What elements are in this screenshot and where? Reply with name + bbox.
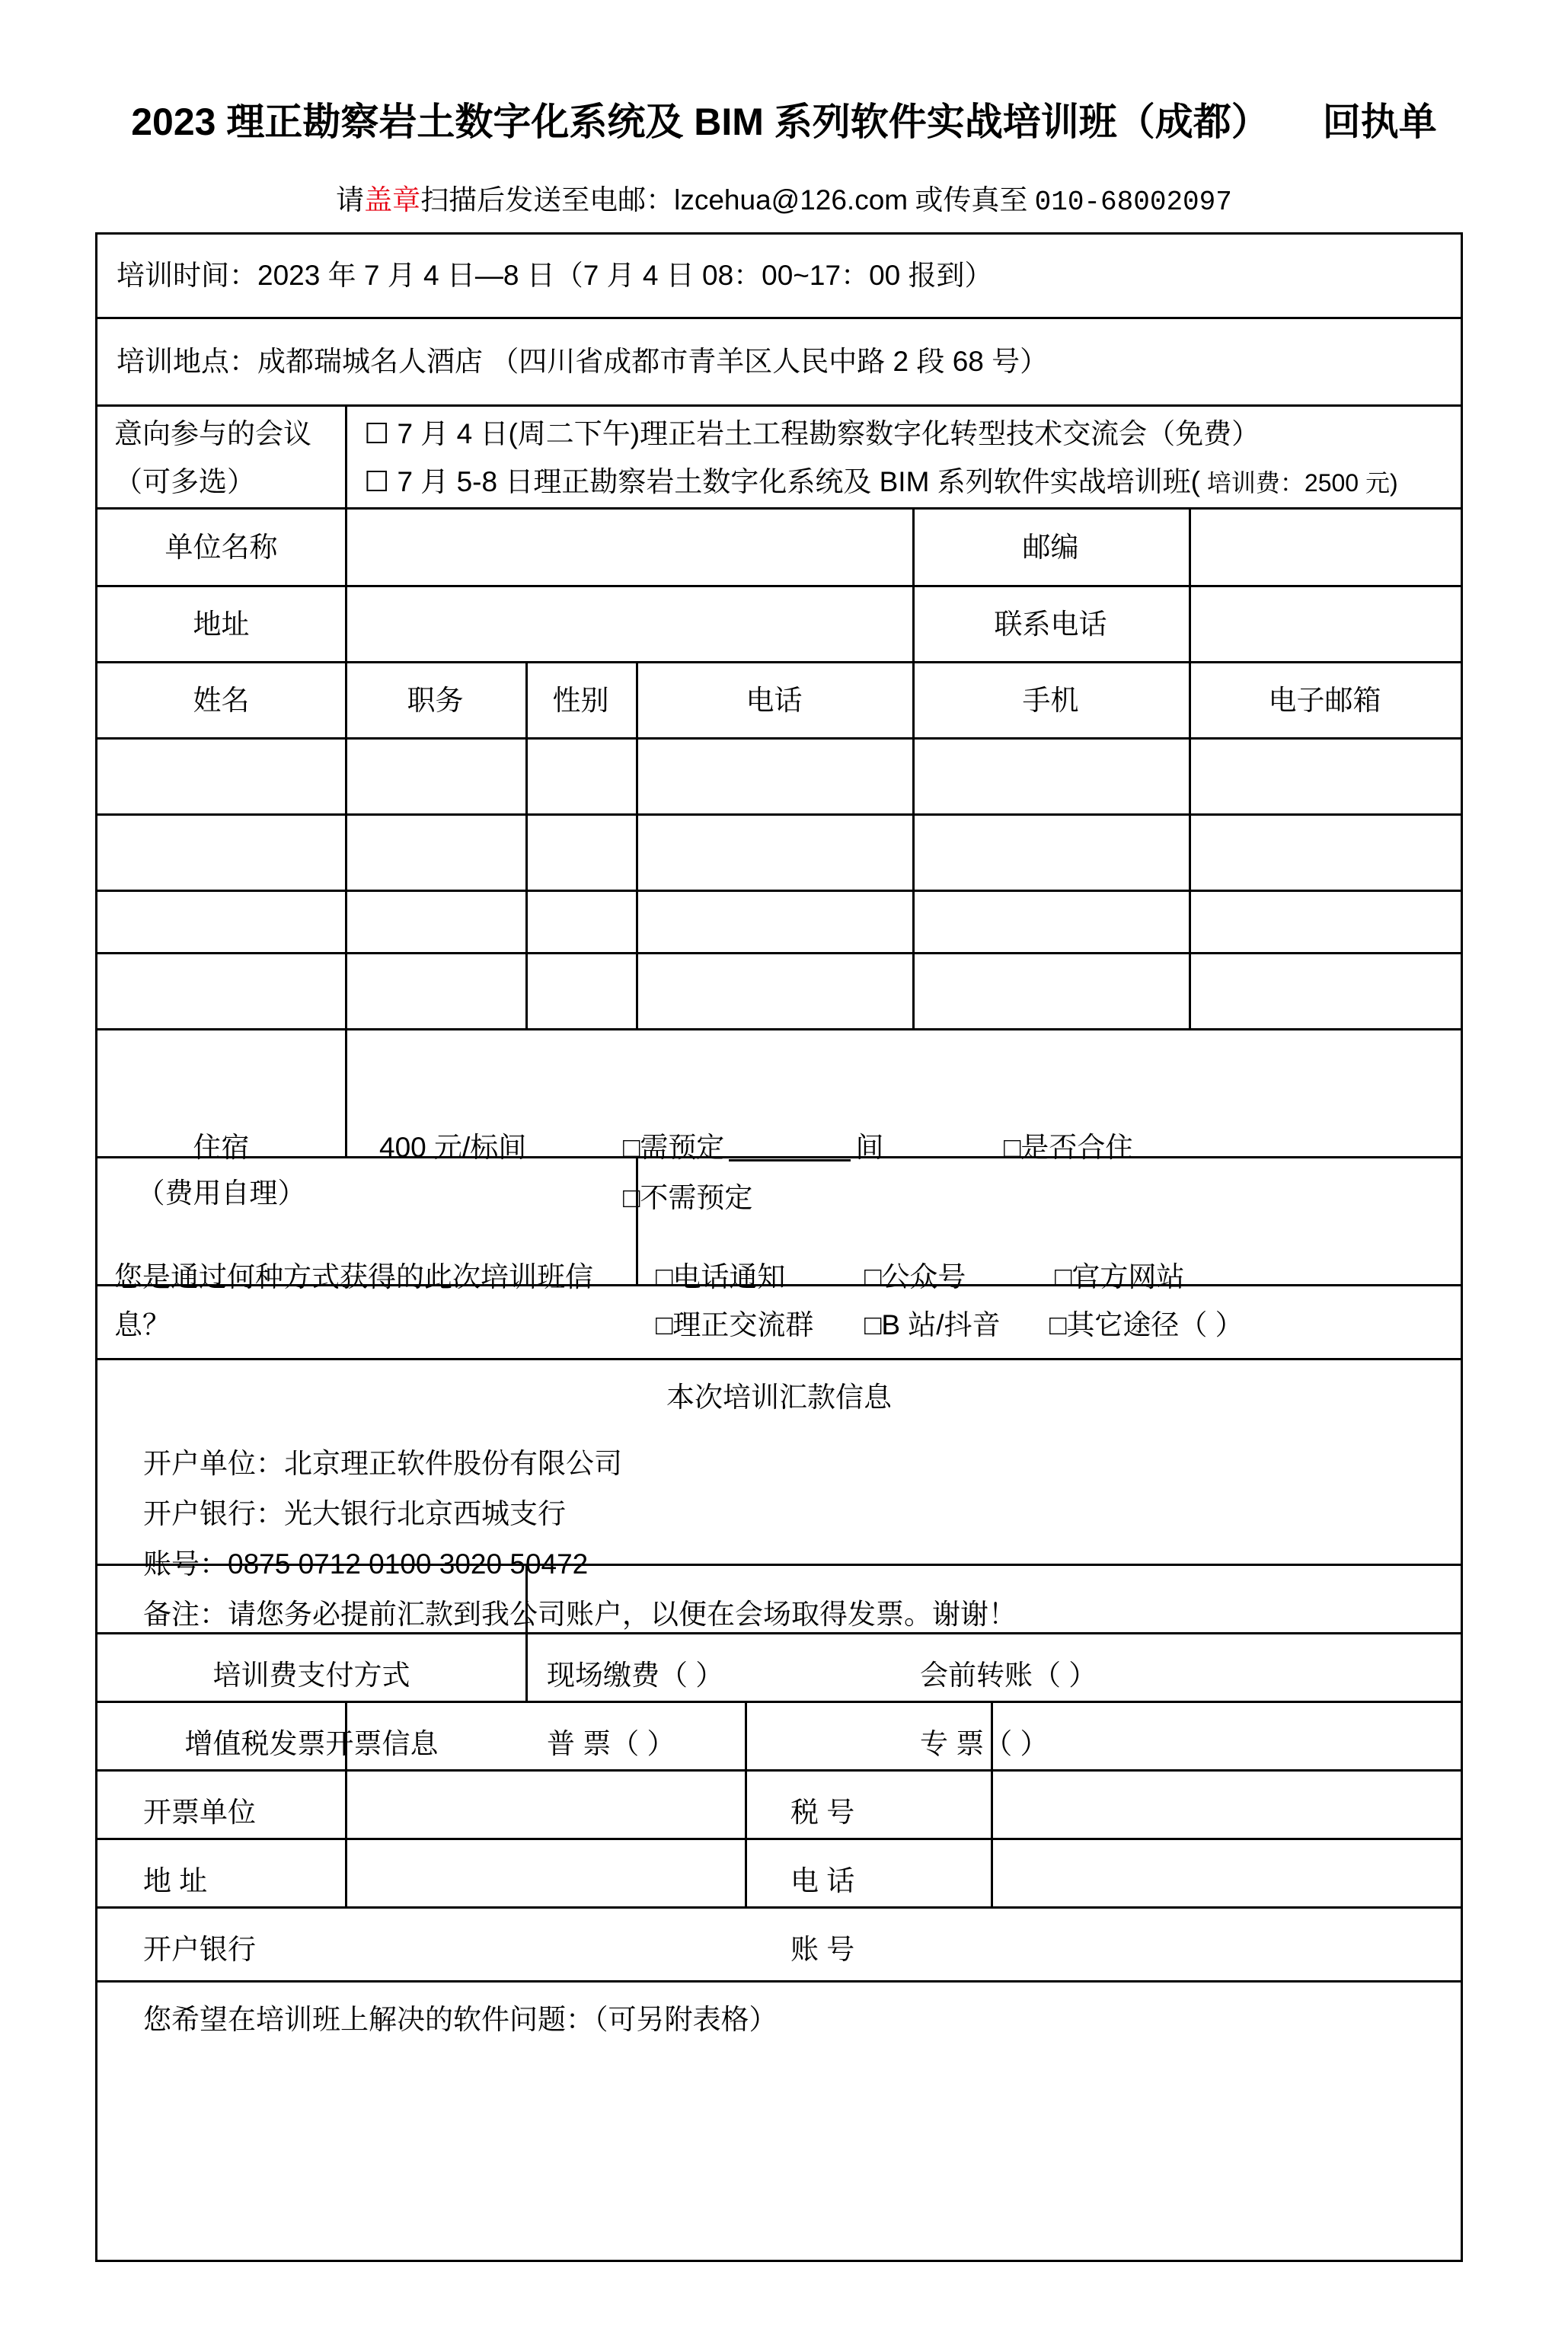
header-email: 电子邮箱 (1268, 685, 1381, 716)
contact-phone-label: 联系电话 (994, 609, 1107, 640)
header-phone: 电话 (746, 685, 803, 716)
source-phone-option[interactable]: □电话通知 (656, 1261, 786, 1292)
stamp-text: 盖章 (364, 185, 421, 216)
sub-please: 请 (336, 185, 365, 216)
source-question: 您是通过何种方式获得的此次培训班信 (114, 1261, 593, 1292)
header-gender: 性别 (552, 685, 609, 716)
source-other-option[interactable]: □其它途径（ ） (1049, 1309, 1244, 1340)
header-mobile: 手机 (1022, 685, 1079, 716)
software-problems-label: 您希望在培训班上解决的软件问题：（可另附表格） (143, 2004, 778, 2035)
need-booking-text: □需预定 (623, 1132, 725, 1163)
training-place: 培训地点：成都瑞城名人酒店 （四川省成都市青羊区人民中路 2 段 68 号） (117, 346, 1049, 377)
meetings-label: 意向参与的会议 (114, 418, 311, 449)
lodging-label: 住宿 (193, 1132, 250, 1163)
rule (97, 1028, 1461, 1030)
rule (345, 1028, 347, 1158)
rule (97, 507, 1461, 510)
software-problems-area[interactable] (97, 1983, 1461, 2260)
share-room-option[interactable]: □是否合住 (1004, 1132, 1134, 1163)
rule (636, 1156, 638, 1286)
pay-transfer-option[interactable]: 会前转账（ ） (920, 1660, 1097, 1691)
remittance-account-no: 账号：0875 0712 0100 3020 50472 (143, 1548, 589, 1580)
rule (97, 1769, 1461, 1772)
invoice-unit-label: 开票单位 (143, 1797, 256, 1828)
rule (97, 1906, 1461, 1909)
pay-onsite-option[interactable]: 现场缴费（ ） (547, 1660, 724, 1691)
postcode-label: 邮编 (1022, 532, 1079, 563)
rule (525, 661, 528, 1028)
rule (97, 1632, 1461, 1634)
rule (912, 507, 915, 1028)
invoice-special-option[interactable]: 专 票（ ） (920, 1728, 1049, 1759)
no-booking-option[interactable]: □不需预定 (623, 1182, 753, 1213)
invoice-normal-option[interactable]: 普 票（ ） (547, 1728, 675, 1759)
source-group-option[interactable]: □理正交流群 (656, 1309, 814, 1340)
title-main: 2023 理正勘察岩土数字化系统及 BIM 系列软件实战培训班（成都） (131, 101, 1269, 143)
room-count-blank[interactable] (729, 1135, 851, 1161)
sub-middle: 扫描后发送至电邮： (420, 185, 675, 216)
address-label: 地址 (193, 609, 250, 640)
training-fee: 培训费：2500 元) (1200, 469, 1398, 497)
meeting-option-training[interactable] (364, 468, 1398, 496)
header-name: 姓名 (193, 685, 250, 716)
meetings-label-multi: （可多选） (114, 466, 255, 497)
unit-name-label: 单位名称 (164, 532, 278, 563)
rule (97, 661, 1461, 663)
rule (97, 1838, 1461, 1840)
submission-instructions (0, 177, 1568, 218)
rule (97, 317, 1461, 319)
rule (1189, 507, 1191, 1028)
training-time: 培训时间：2023 年 7 月 4 日—8 日（7 月 4 日 08：00~17：00 报到） (117, 260, 993, 291)
rule (345, 404, 347, 509)
remittance-note: 备注：请您务必提前汇款到我公司账户，以便在会场取得发票。谢谢！ (143, 1599, 1017, 1630)
rule (97, 952, 1461, 954)
fax-number: 010-68002097 (1034, 187, 1232, 218)
registration-form (95, 232, 1463, 2262)
need-booking-option[interactable] (623, 1133, 883, 1161)
source-question-end: 息？ (114, 1309, 171, 1340)
rule (97, 1358, 1461, 1360)
lodging-self-paid: （费用自理） (136, 1177, 306, 1209)
rule (636, 661, 638, 1028)
remittance-bank: 开户银行：光大银行北京西城支行 (143, 1498, 566, 1529)
form-title (0, 91, 1568, 146)
rule (97, 1701, 1461, 1703)
meeting-option-exchange[interactable]: ☐ 7 月 4 日(周二下午)理正岩土工程勘察数字化转型技术交流会（免费） (364, 418, 1260, 449)
rule (97, 737, 1461, 740)
sub-or-fax: 或传真至 (915, 185, 1028, 216)
remittance-heading: 本次培训汇款信息 (666, 1382, 892, 1413)
email-link[interactable]: lzcehua@126.com (674, 184, 909, 216)
rule (525, 1564, 528, 1701)
invoice-label: 增值税发票开票信息 (184, 1728, 439, 1759)
rule (97, 404, 1461, 407)
meeting-option-training-text: ☐ 7 月 5-8 日理正勘察岩土数字化系统及 BIM 系列软件实战培训班( (364, 466, 1201, 497)
invoice-phone-label: 电 话 (790, 1865, 855, 1896)
rule (745, 1701, 747, 1906)
rule (345, 507, 347, 1028)
remittance-account-name: 开户单位：北京理正软件股份有限公司 (143, 1448, 622, 1479)
rule (97, 890, 1461, 892)
title-receipt: 回执单 (1322, 101, 1437, 143)
payment-label: 培训费支付方式 (212, 1660, 410, 1691)
source-bilibili-option[interactable]: □B 站/抖音 (864, 1309, 1001, 1340)
rooms-unit: 间 (855, 1132, 884, 1163)
rule (97, 813, 1461, 816)
room-price: 400 元/标间 (379, 1132, 527, 1163)
tax-no-label: 税 号 (790, 1797, 855, 1828)
invoice-bank-label: 开户银行 (143, 1934, 256, 1965)
invoice-account-label: 账 号 (790, 1934, 855, 1965)
source-website-option[interactable]: □官方网站 (1055, 1261, 1185, 1292)
rule (97, 585, 1461, 587)
header-title: 职务 (407, 685, 464, 716)
invoice-address-label: 地 址 (143, 1865, 208, 1896)
source-wechat-option[interactable]: □公众号 (864, 1261, 966, 1292)
